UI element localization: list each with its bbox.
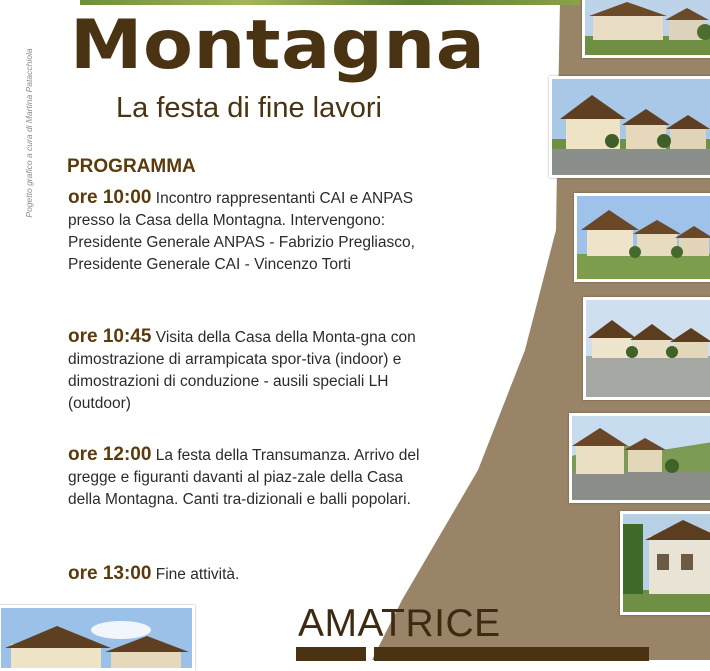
house-render-photo bbox=[620, 511, 710, 615]
house-render-photo bbox=[583, 297, 710, 400]
event-description: Incontro rappresentanti CAI e ANPAS presso la Casa della Montagna. Intervengono: Presidente Generale ANPAS - Fabrizio Pregliasco, Presidente Generale CAI - Vincenzo Torti bbox=[68, 190, 415, 273]
house-render-photo bbox=[582, 0, 710, 58]
program-heading: PROGRAMMA bbox=[67, 156, 196, 177]
poster-title: Montagna bbox=[70, 6, 486, 85]
program-event-3 bbox=[68, 444, 420, 511]
event-description: Fine attività. bbox=[155, 566, 240, 583]
program-event-2 bbox=[68, 326, 420, 415]
date-text-cropped bbox=[296, 647, 666, 661]
program-event-4 bbox=[68, 563, 420, 586]
top-grass-strip bbox=[80, 0, 580, 5]
event-time: ore 10:00 bbox=[68, 187, 152, 208]
event-description: Visita della Casa della Monta-gna con dimostrazione di arrampicata spor-tiva (indoor) e dimostrazioni di conduzione - ausili speciali LH (outdoor) bbox=[68, 329, 416, 412]
poster-subtitle: La festa di fine lavori bbox=[116, 92, 382, 124]
designer-credit-text: Pogetto grafico a cura di Martina Patacchiola bbox=[24, 48, 34, 218]
event-time: ore 12:00 bbox=[68, 444, 152, 465]
location-name: AMATRICE bbox=[298, 602, 501, 645]
house-render-photo bbox=[574, 193, 710, 282]
program-event-1 bbox=[68, 187, 420, 276]
event-description: La festa della Transumanza. Arrivo del gregge e figuranti davanti al piaz-zale della Casa della Montagna. Canti tra-dizionali e balli popolari. bbox=[68, 447, 420, 508]
designer-credit bbox=[22, 18, 36, 248]
house-render-photo bbox=[0, 605, 195, 671]
event-time: ore 10:45 bbox=[68, 326, 152, 347]
house-render-photo bbox=[549, 76, 710, 178]
event-time: ore 13:00 bbox=[68, 563, 152, 584]
house-render-photo bbox=[569, 413, 710, 503]
